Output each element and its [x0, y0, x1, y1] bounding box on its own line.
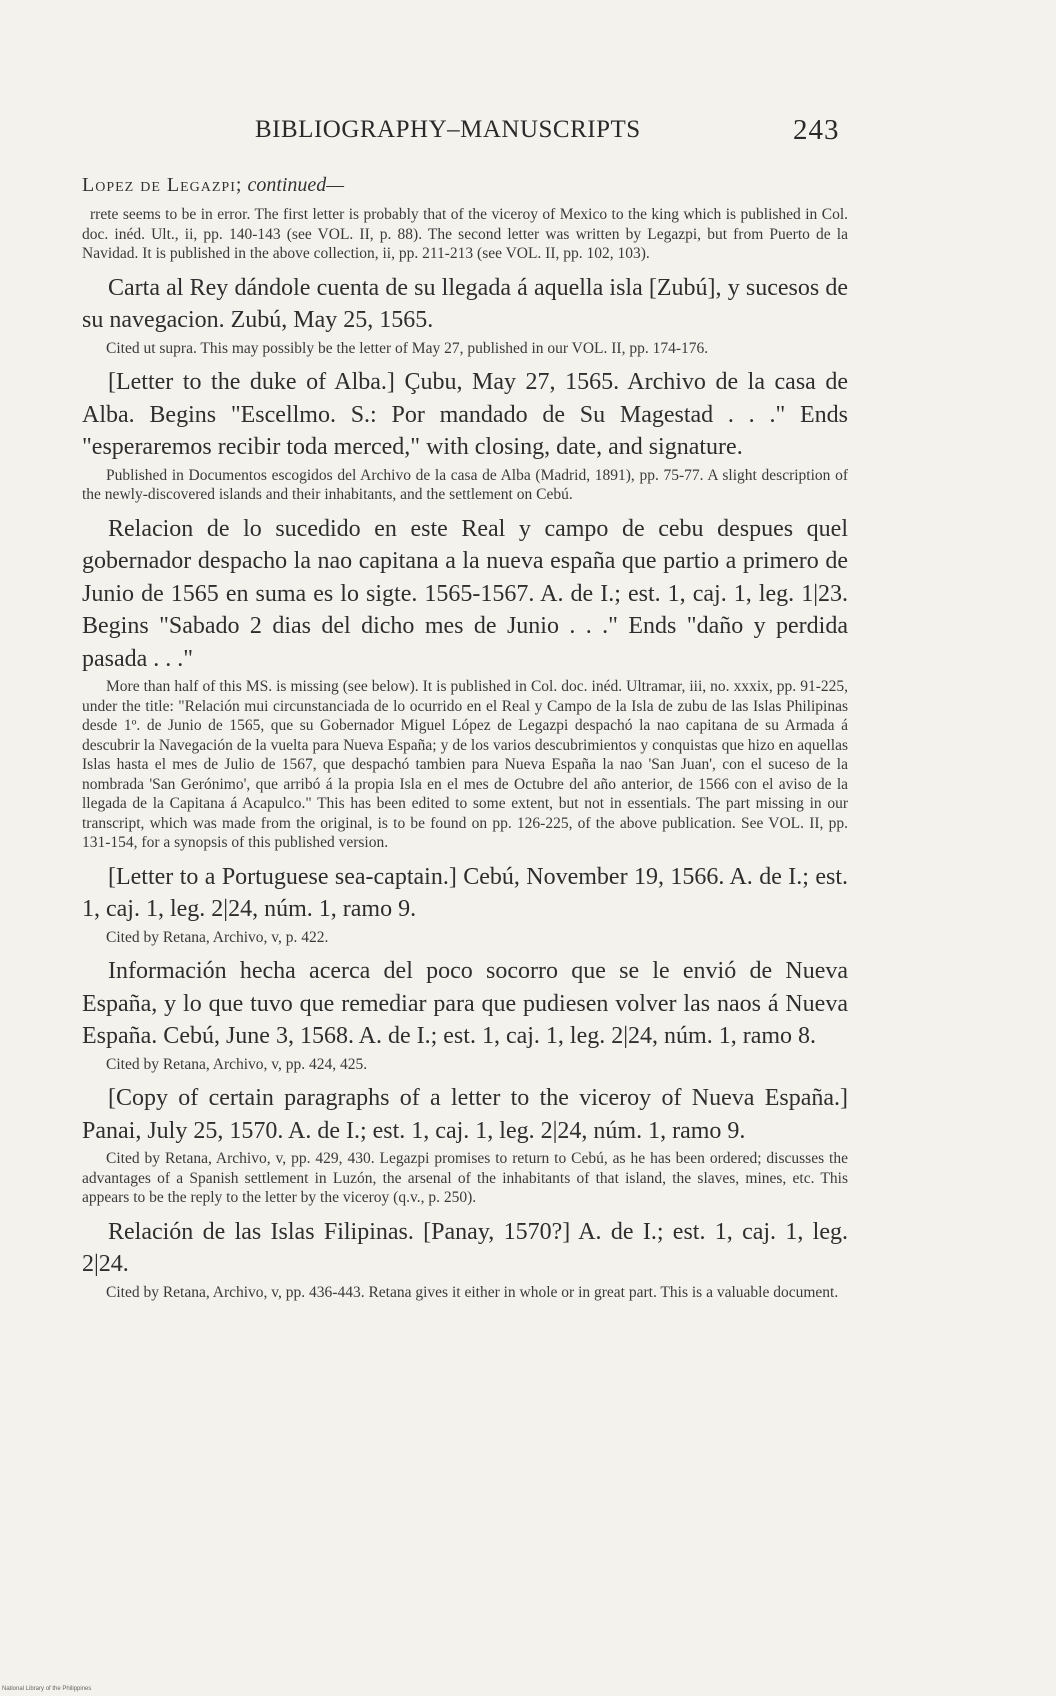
running-header-title: BIBLIOGRAPHY–MANUSCRIPTS: [255, 116, 641, 143]
bibliography-entry: Relación de las Islas Filipinas. [Panay, 1570?] A. de I.; est. 1, caj. 1, leg. 2|24.: [82, 1218, 848, 1277]
continued-heading: [82, 174, 848, 197]
annotation-note: Cited ut supra. This may possibly be the letter of May 27, published in our VOL. II, pp. 174-176.: [106, 339, 709, 357]
annotation-note: Published in Documentos escogidos del Archivo de la casa de Alba (Madrid, 1891), pp. 75-77. A slight description of the newly-discovered islands and their inhabitants, and the settlement on Cebú.: [82, 466, 848, 503]
bibliography-entry: Información hecha acerca del poco socorro que se le envió de Nueva España, y lo que tuvo que remediar para que pudiesen volver las naos á Nueva España. Cebú, June 3, 1568. A. de I.; est. 1, caj. 1, leg. 2|24, núm. 1, ramo 8.: [82, 958, 848, 1049]
author-name: Lopez de Legazpi;: [82, 174, 243, 196]
annotation-note: Cited by Retana, Archivo, v, pp. 436-443. Retana gives it either in whole or in great part. This is a valuable document.: [106, 1283, 839, 1301]
annotation-note: Cited by Retana, Archivo, v, pp. 429, 430. Legazpi promises to return to Cebú, as he has been ordered; discusses the advantages of a Spanish settlement in Luzón, the arsenal of the inhabitants of that island, the slaves, mines, etc. This appears to be the reply to the letter by the viceroy (q.v., p. 250).: [82, 1150, 848, 1206]
bibliography-entry: [Letter to a Portuguese sea-captain.] Cebú, November 19, 1566. A. de I.; est. 1, caj. 1, leg. 2|24, núm. 1, ramo 9.: [82, 863, 848, 922]
annotation-note: Cited by Retana, Archivo, v, p. 422.: [106, 928, 329, 946]
annotation-note: Cited by Retana, Archivo, v, pp. 424, 425.: [106, 1055, 368, 1073]
continued-label: continued—: [247, 174, 345, 196]
annotation-note: rrete seems to be in error. The first letter is probably that of the viceroy of Mexico to the king which is published in Col. doc. inéd. Ult., ii, pp. 140-143 (see VOL. II, p. 88). The second letter was written by Legazpi, but from Puerto de la Navidad. It is published in the above collection, ii, pp. 211-213 (see VOL. II, pp. 102, 103).: [82, 206, 848, 262]
bibliography-entry: [Copy of certain paragraphs of a letter to the viceroy of Nueva España.] Panai, July 25, 1570. A. de I.; est. 1, caj. 1, leg. 2|24, núm. 1, ramo 9.: [82, 1085, 848, 1144]
bibliography-entry: [Letter to the duke of Alba.] Çubu, May 27, 1565. Archivo de la casa de Alba. Begins "Escellmo. S.: Por mandado de Su Magestad . . ." Ends "esperaremos recibir toda merced," with closing, date, and signature.: [82, 369, 848, 460]
annotation-note: More than half of this MS. is missing (see below). It is published in Col. doc. inéd. Ultramar, iii, no. xxxix, pp. 91-225, under the title: "Relación mui circunstanciada de lo ocurrido en el Real y Campo de la Isla de zubu de las Islas Philipinas desde 1º. de Junio de 1565, que su Gobernador Miguel López de Legazpi despachó la nao capitana de su Armada á descubrir la Navegación de la vuelta para Nueva España; y de los varios descubrimientos y conquistas que hizo en aquellas Islas hasta el mes de Julio de 1567, que despachó tambien para Nueva España la nao 'San Juan', con el suceso de la nombrada 'San Gerónimo', que arribó á la propia Isla en el mes de Octubre del año anterior, de 1566 con el aviso de la llegada de la Capitana á Acapulco." This has been edited to some extent, but not in essentials. The part missing in our transcript, which was made from the original, is to be found on pp. 126-225, of the above publication. See VOL. II, pp. 131-154, for a synopsis of this published version.: [82, 678, 848, 851]
page-number: 243: [793, 114, 840, 146]
bibliography-entry: Carta al Rey dándole cuenta de su llegada á aquella isla [Zubú], y sucesos de su navegacion. Zubú, May 25, 1565.: [82, 274, 848, 333]
page-body: [82, 174, 848, 1310]
library-watermark: National Library of the Philippines: [2, 1686, 92, 1692]
bibliography-entry: Relacion de lo sucedido en este Real y campo de cebu despues quel gobernador despacho la nao capitana a la nueva españa que partio a primero de Junio de 1565 en suma es lo sigte. 1565-1567. A. de I.; est. 1, caj. 1, leg. 1|23. Begins "Sabado 2 dias del dicho mes de Junio . . ." Ends "daño y perdida pasada . . .": [82, 515, 848, 672]
